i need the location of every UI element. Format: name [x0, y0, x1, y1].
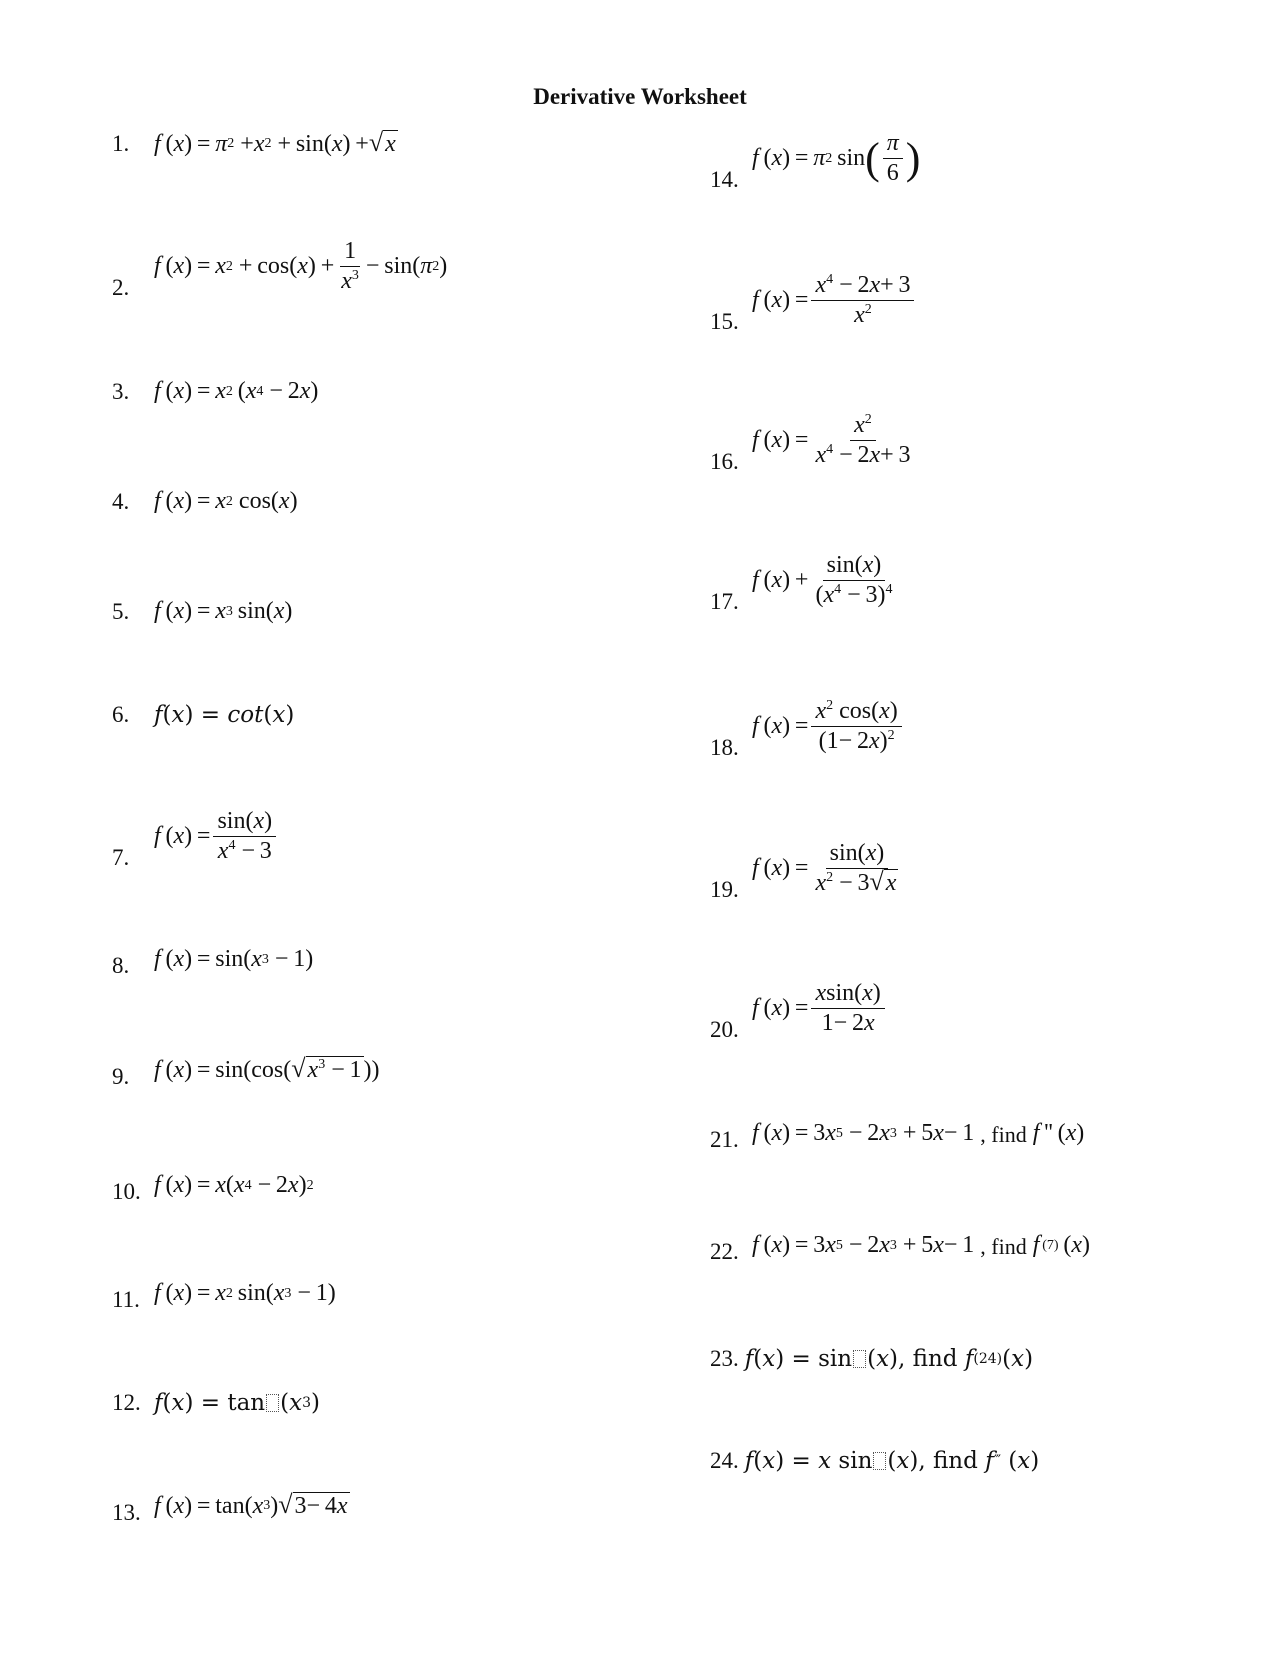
- problem-number: 11.: [112, 1287, 140, 1313]
- problem-expression: f ( x ) = sin ( x ), find f (24) ( x ): [744, 1346, 1034, 1372]
- problem-12: [112, 1390, 320, 1416]
- problem-number: 14.: [710, 166, 739, 192]
- problem-number: 1.: [112, 131, 130, 157]
- problem-number: 16.: [710, 448, 739, 474]
- problem-number: 13.: [112, 1500, 141, 1526]
- problem-number: 20.: [710, 1016, 739, 1042]
- page-title: Derivative Worksheet: [533, 84, 747, 109]
- missing-glyph-icon: [873, 1452, 886, 1470]
- problem-expression: f ( x ) = cot ( x ): [154, 702, 295, 728]
- problem-expression: f ( x ) = x sin ( x ), find f ‴ ( x ): [744, 1448, 1040, 1474]
- problem-20: [710, 980, 888, 1042]
- problem-number: 12.: [112, 1390, 141, 1415]
- problem-8: [112, 946, 314, 979]
- problem-expression: f ( x ) = x 2 ( x 4 − 2 x ): [154, 378, 319, 404]
- problem-22: 22. f ( x ) = 3 x 5 − 2 x 3 + 5 x − 1 , find f (7) ( x ): [710, 1232, 1090, 1265]
- problem-expression: f ( x ) = tan ( x 3 ): [154, 1390, 320, 1416]
- problem-10: [112, 1172, 314, 1205]
- problem-number: 4.: [112, 488, 130, 514]
- problem-number: 21.: [710, 1127, 739, 1153]
- problem-expression: f ( x ) = x 2 cos( x ): [154, 488, 298, 514]
- problem-number: 17.: [710, 588, 739, 614]
- problem-13: [112, 1490, 350, 1526]
- problem-expression: f ( x ) = tan( x 3 ) √ 3− 4x: [154, 1490, 348, 1519]
- problem-11: [112, 1280, 336, 1313]
- problem-23: [710, 1346, 1033, 1372]
- problem-expression: f ( x ) = x ( x 4 − 2 x ) 2: [154, 1172, 314, 1198]
- problem-6: [112, 702, 294, 728]
- problem-3: [112, 378, 318, 406]
- find-label: find: [991, 1122, 1027, 1148]
- problem-expression: f ( x ) = $\frac{x^2}{x^4 - 2x+ 3}$: [752, 412, 911, 468]
- missing-glyph-icon: [266, 1394, 279, 1412]
- problem-expression: f ( x ) = sin(cos( √ $x^3 - 1$ )): [154, 1054, 380, 1083]
- problem-4: [112, 488, 298, 516]
- problem-17: [710, 552, 899, 614]
- problem-expression: f ( x ) = π 2 sin ( $\frac{\pi}{6}$ ): [752, 130, 921, 186]
- problem-number: 15.: [710, 308, 739, 334]
- problem-expression: f ( x ) + $\frac{\sin(x)}{(x^4 - 3)^4}$: [752, 552, 893, 608]
- problem-expression: f ( x ) = $\frac{x^2 \cos(x)}{(1- 2x)^2}$: [752, 698, 905, 755]
- problem-5: [112, 598, 292, 626]
- problem-9: [112, 1054, 380, 1090]
- problem-expression: f ( x ) = sin(x) $x^2 - 3$ √ x: [752, 840, 897, 896]
- problem-expression: f ( x ) = x 2 + cos( x ) + $\frac{1}{x^3}$ − sin( π 2 ): [154, 238, 448, 294]
- problem-number: 24.: [710, 1448, 739, 1473]
- find-label: find: [932, 1448, 978, 1474]
- problem-expression: f ( x ) = $\frac{x^4 - 2x+ 3}{x^2}$: [752, 272, 917, 329]
- problem-1: [112, 130, 398, 159]
- problem-expression: f ( x ) = π 2 + x 2 + sin( x ) + √ x: [154, 128, 396, 157]
- problem-number: 6.: [112, 702, 130, 727]
- problem-number: 10.: [112, 1179, 141, 1205]
- problem-number: 2.: [112, 274, 130, 300]
- problem-14: [710, 130, 921, 192]
- problem-expression: f ( x ) = x 2 sin( x 3 − 1): [154, 1280, 336, 1306]
- problem-expression: f ( x ) = x 3 sin( x ): [154, 598, 293, 624]
- problem-expression: f ( x ) = $\frac{xsin(x)}{1- 2x}$: [752, 980, 888, 1037]
- problem-number: 9.: [112, 1064, 130, 1090]
- problem-expression: f ( x ) = sin( x 3 − 1): [154, 946, 314, 972]
- problem-number: 23.: [710, 1346, 739, 1371]
- problem-19: [710, 840, 905, 902]
- problem-number: 22.: [710, 1239, 739, 1265]
- problem-16: [710, 412, 917, 474]
- missing-glyph-icon: [853, 1350, 866, 1368]
- problem-7: [112, 808, 279, 870]
- problem-21: 21. f ( x ) = 3 x 5 − 2 x 3 + 5 x − 1 , find f '' ( x ): [710, 1120, 1085, 1153]
- problem-number: 19.: [710, 876, 739, 902]
- problem-2: [112, 238, 448, 300]
- problem-15: [710, 272, 917, 334]
- problem-24: [710, 1448, 1039, 1474]
- problem-number: 18.: [710, 734, 739, 760]
- problem-expression: f ( x ) = 3 x 5 − 2 x 3 + 5 x − 1: [752, 1232, 975, 1258]
- problem-number: 5.: [112, 598, 130, 624]
- problem-number: 8.: [112, 953, 130, 979]
- problem-expression: f ( x ) = 3 x 5 − 2 x 3 + 5 x − 1: [752, 1120, 975, 1146]
- problem-number: 7.: [112, 844, 130, 870]
- find-label: find: [991, 1234, 1027, 1260]
- problem-expression: f ( x ) = $\frac{\sin(x)}{x^4 - 3}$: [154, 808, 279, 865]
- problem-number: 3.: [112, 378, 130, 404]
- find-label: find: [912, 1346, 958, 1372]
- problem-18: [710, 698, 905, 760]
